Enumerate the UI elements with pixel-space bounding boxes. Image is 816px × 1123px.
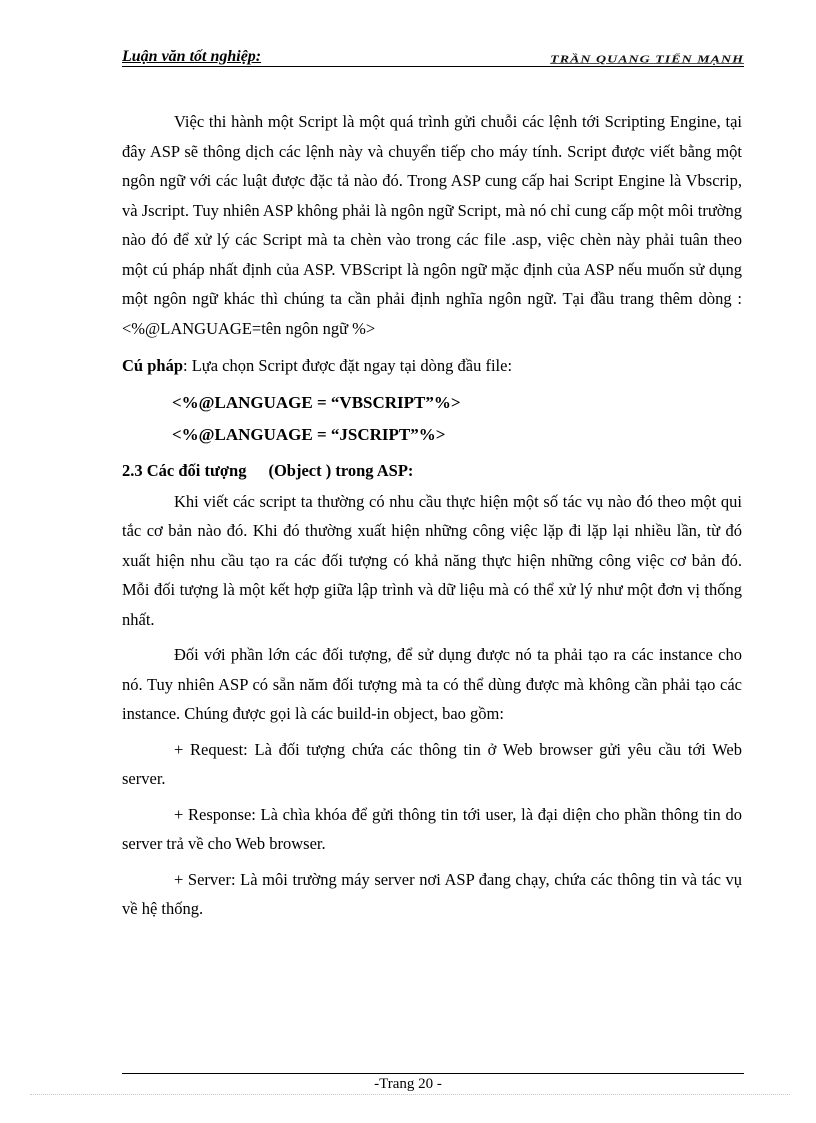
document-body: [122, 107, 742, 924]
page-header: [122, 46, 744, 68]
section-heading-object: (Object ) trong ASP:: [268, 460, 414, 480]
code-line-jscript: <%@LANGUAGE = “JSCRIPT”%>: [172, 424, 446, 444]
list-item-server: + Server: Là môi trường máy server nơi ASP đang chạy, chứa các thông tin và tác vụ về hệ thống.: [122, 869, 742, 918]
syntax-line: [122, 351, 742, 381]
code-line-vbscript: <%@LANGUAGE = “VBSCRIPT”%>: [172, 392, 461, 412]
section-heading-title: 2.3 Các đối tượng: [122, 460, 247, 480]
list-item-response: + Response: Là chìa khóa để gửi thông tin tới user, là đại diện cho phần thông tin do server trả về cho Web browser.: [122, 804, 742, 853]
footer-divider: [122, 1073, 744, 1074]
list-item-request: + Request: Là đối tượng chứa các thông tin ở Web browser gửi yêu cầu tới Web server.: [122, 739, 742, 788]
page-number: -Trang 20 -: [374, 1076, 442, 1092]
header-author-name: TRẦN QUANG TIẾN MẠNH: [550, 54, 744, 66]
header-divider: [122, 66, 744, 67]
syntax-description: : Lựa chọn Script được đặt ngay tại dòng đầu file:: [183, 356, 513, 375]
syntax-label: Cú pháp: [122, 356, 183, 375]
section-heading: [122, 455, 742, 487]
paragraph-objects-intro: Khi viết các script ta thường có nhu cầu thực hiện một số tác vụ nào đó theo một qui tắc cơ bản nào đó. Khi đó thường xuất hiện những công việc lặp đi lặp lại nhiều lần, từ đó xuất hiện nhu cầu tạo ra các đối tượng có khả năng thực hiện những công việc cơ bản đó. Mỗi đối tượng là một kết hợp giữa lập trình và dữ liệu mà có thể xử lý như một đơn vị thống nhất.: [122, 491, 742, 629]
header-thesis-label: Luận văn tốt nghiệp:: [122, 48, 262, 65]
paragraph-builtin-objects: Đối với phần lớn các đối tượng, để sử dụng được nó ta phải tạo ra các instance cho nó. Tuy nhiên ASP có sẵn năm đối tượng mà ta có thể dùng được mà không cần phải tạo các instance. Chúng được gọi là các build-in object, bao gồm:: [122, 645, 742, 723]
page-bottom-dotted-line: [30, 1094, 790, 1095]
paragraph-script-execution: Việc thi hành một Script là một quá trình gửi chuỗi các lệnh tới Scripting Engine, tại đây ASP sẽ thông dịch các lệnh này và chuyển tiếp cho máy tính. Script được viết bằng một ngôn ngữ với các luật được đặc tả nào đó. Trong ASP cung cấp hai Script Engine là Vbscrip, và Jscript. Tuy nhiên ASP không phải là ngôn ngữ Script, mà nó chỉ cung cấp một môi trường nào đó để xử lý các Script mà ta chèn vào trong các file .asp, việc chèn này phải tuân theo một cú pháp nhất định của ASP. VBScript là ngôn ngữ mặc định của ASP nếu muốn sử dụng một ngôn ngữ khác thì chúng ta cần phải định nghĩa ngôn ngữ. Tại đầu trang thêm dòng : <%@LANGUAGE=tên ngôn ngữ %>: [122, 112, 742, 338]
